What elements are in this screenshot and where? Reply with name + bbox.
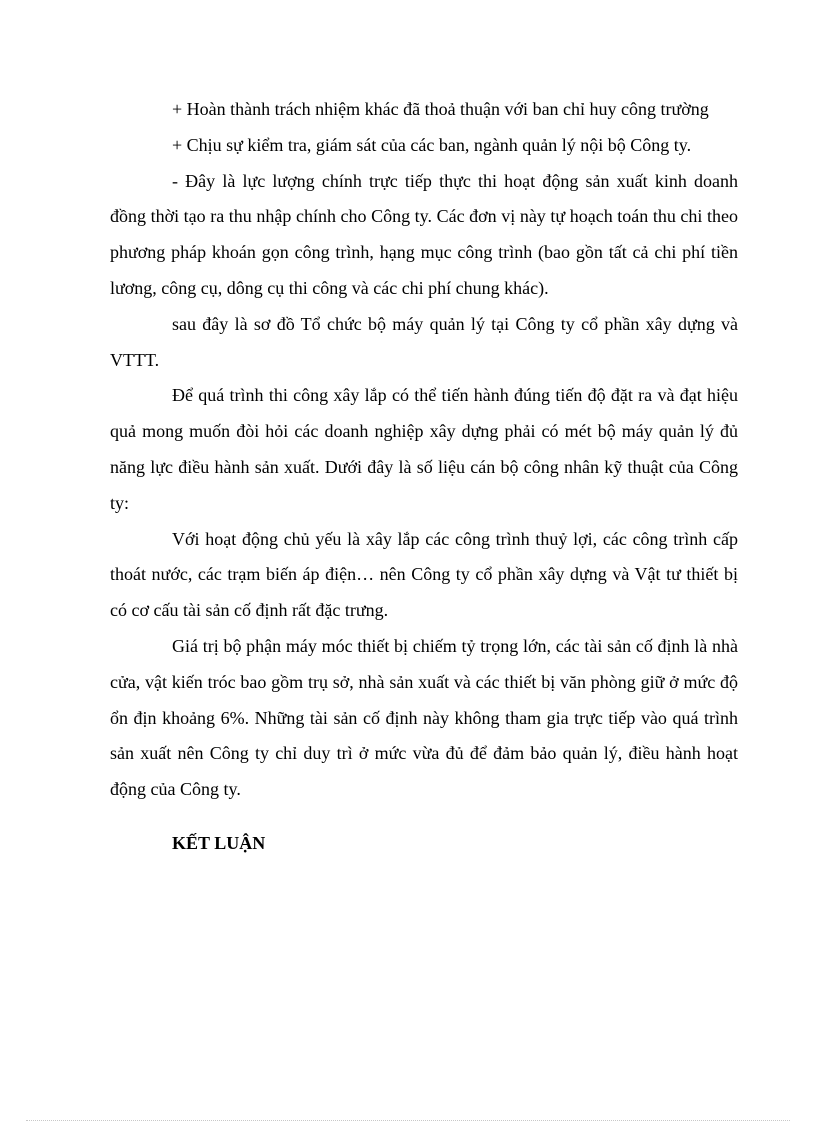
paragraph-main-force: - Đây là lực lượng chính trực tiếp thực thi hoạt động sản xuất kinh doanh đồng thời tạo ra thu nhập chính cho Công ty. Các đơn vị này tự hoạch toán thu chi theo phương pháp khoán gọn công trình, hạng mục công trình (bao gồn tất cả chi phí tiền lương, công cụ, dông cụ thi công và các chi phí chung khác). bbox=[110, 170, 738, 298]
paragraph-management-capacity: Để quá trình thi công xây lắp có thể tiến hành đúng tiến độ đặt ra và đạt hiệu quả mong muốn đòi hỏi các doanh nghiệp xây dựng phải có mét bộ máy quản lý đủ năng lực điều hành sản xuất. Dưới đây là số liệu cán bộ công nhân kỹ thuật của Công ty: bbox=[110, 385, 738, 513]
conclusion-heading: KẾT LUẬN bbox=[172, 832, 266, 853]
paragraph-responsibility: + Hoàn thành trách nhiệm khác đã thoả thuận với ban chỉ huy công trường bbox=[172, 99, 709, 119]
paragraph-org-chart-intro: sau đây là sơ đồ Tổ chức bộ máy quản lý tại Công ty cổ phần xây dựng và VTTT. bbox=[110, 313, 738, 370]
paragraph-main-activities: Với hoạt động chủ yếu là xây lắp các công trình thuỷ lợi, các công trình cấp thoát nước, các trạm biến áp điện… nên Công ty cổ phần xây dựng và Vật tư thiết bị có cơ cấu tài sản cố định rất đặc trưng. bbox=[110, 528, 738, 621]
document-body bbox=[110, 92, 738, 862]
paragraph-fixed-assets: Giá trị bộ phận máy móc thiết bị chiếm tỷ trọng lớn, các tài sản cố định là nhà cửa, vật kiến tróc bao gồm trụ sở, nhà sản xuất và các thiết bị văn phòng giữ ở mức độ ổn địn khoảng 6%. Những tài sản cố định này không tham gia trực tiếp vào quá trình sản xuất nên Công ty chỉ duy trì ở mức vừa đủ để đảm bảo quản lý, điều hành hoạt động của Công ty. bbox=[110, 635, 738, 800]
paragraph-inspection: + Chịu sự kiểm tra, giám sát của các ban, ngành quản lý nội bộ Công ty. bbox=[172, 134, 692, 155]
page-bottom-divider bbox=[26, 1120, 790, 1121]
